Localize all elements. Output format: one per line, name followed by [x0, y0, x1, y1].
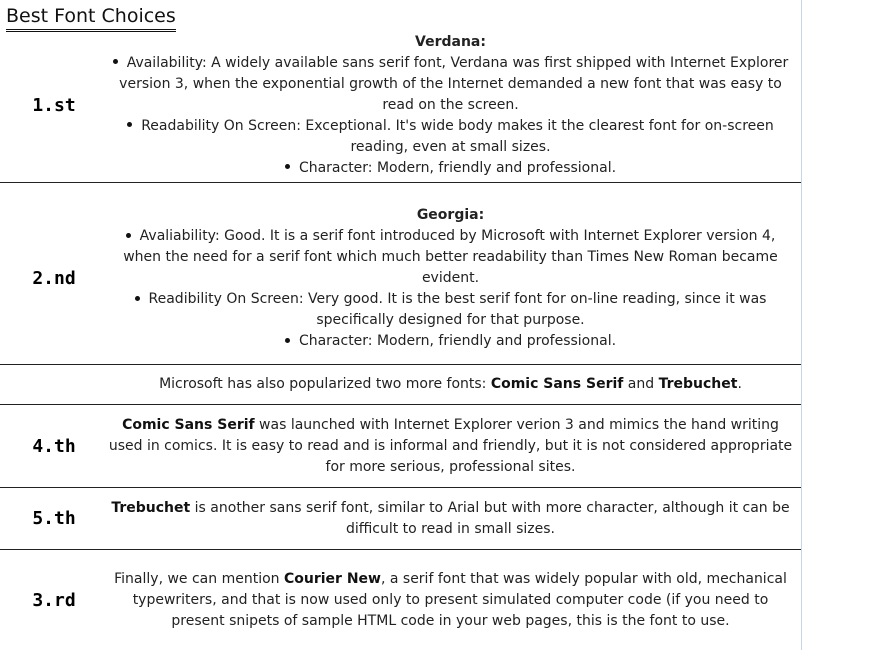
bullet-icon — [126, 233, 131, 238]
table-row-georgia — [0, 183, 801, 365]
list-item-text: Character: Modern, friendly and professional. — [298, 159, 617, 176]
table-row-trebuchet — [0, 488, 801, 550]
rank-label: 3.rd — [32, 589, 76, 611]
font-name: Trebuchet — [111, 499, 191, 516]
feature-list — [108, 53, 793, 179]
paragraph-text: . — [737, 376, 742, 392]
row-content — [108, 205, 801, 352]
font-name: Courier New — [283, 570, 381, 587]
bullet-icon — [285, 164, 290, 169]
rank-label: 4.th — [32, 435, 76, 457]
paragraph-text: Microsoft has also popularized two more fonts: — [159, 376, 491, 392]
bullet-icon — [113, 59, 118, 64]
paragraph-text: was launched with Internet Explorer verion 3 and mimics the hand writing used in comics. It is easy to read and is informal and friendly, but it is not considered appropriate for more serious, professional sites. — [108, 416, 793, 475]
paragraph-text: Finally, we can mention — [114, 570, 284, 587]
bullet-icon — [135, 296, 140, 301]
rank-label: 5.th — [32, 508, 76, 529]
list-item — [108, 158, 793, 179]
feature-list — [108, 226, 793, 352]
list-item — [108, 116, 793, 158]
rank-label: 2.nd — [32, 268, 76, 289]
paragraph-text: , a serif font that was widely popular with old, mechanical typewriters, and that is now used only to present simulated computer code (if you need to present snipets of sample HTML code in your web pages, this is the font to use. — [132, 570, 787, 629]
list-item — [108, 331, 793, 352]
row-content — [108, 415, 801, 478]
paragraph-text: is another sans serif font, similar to Arial but with more character, although it can be difficult to read in small sizes. — [190, 499, 790, 537]
table-row-more-fonts — [0, 365, 801, 405]
paragraph-text: and — [623, 376, 659, 392]
table-row-courier-new — [0, 550, 801, 650]
row-content — [108, 569, 801, 632]
list-item-text: Availability: A widely available sans serif font, Verdana was first shipped with Internet Explorer version 3, when the exponential growth of the Internet demanded a new font that was easy to read on the screen. — [119, 54, 789, 113]
list-item — [108, 226, 793, 289]
font-name: Comic Sans Serif — [122, 416, 255, 433]
list-item-text: Character: Modern, friendly and professional. — [298, 333, 617, 349]
list-item-text: Readability On Screen: Exceptional. It's wide body makes it the clearest font for on-screen reading, even at small sizes. — [141, 117, 774, 155]
font-name: Verdana: — [415, 33, 486, 50]
table-row-comic-sans — [0, 405, 801, 488]
font-name: Georgia: — [416, 207, 485, 223]
table-row-verdana — [0, 28, 801, 183]
list-item-text: Readibility On Screen: Very good. It is the best serif font for on-line reading, since it was specifically designed for that purpose. — [148, 291, 767, 328]
list-item-text: Avaliability: Good. It is a serif font introduced by Microsoft with Internet Explorer version 4, when the need for a serif font which much better readability than Times New Roman became evident. — [123, 228, 778, 286]
rank-label: 1.st — [32, 94, 76, 116]
bullet-icon — [285, 338, 290, 343]
font-name: Trebuchet — [658, 376, 738, 392]
list-item — [108, 289, 793, 331]
row-content — [108, 32, 801, 179]
bullet-icon — [127, 122, 132, 127]
list-item — [108, 53, 793, 116]
page-title: Best Font Choices — [6, 5, 176, 32]
row-content — [108, 374, 801, 395]
font-name: Comic Sans Serif — [490, 376, 624, 392]
row-content — [108, 498, 801, 540]
